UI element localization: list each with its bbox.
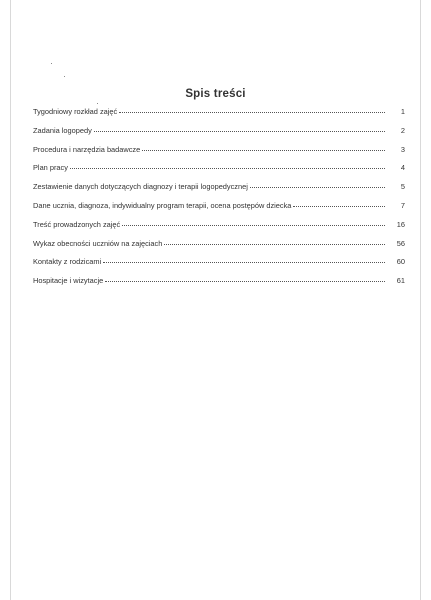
toc-entry-label: Plan pracy [33,163,68,173]
toc-entry-page: 5 [400,182,405,192]
toc-entry-label: Zestawienie danych dotyczących diagnozy i terapii logopedycznej [33,182,248,192]
toc-dot-leader [105,281,385,282]
toc-entry [33,276,405,295]
toc-entry [33,239,405,258]
toc-entry [33,182,405,201]
toc-entry-page: 4 [400,163,405,173]
scan-speck [97,103,98,104]
page-title: Spis treści [185,88,246,100]
toc-entry-page: 56 [396,238,405,248]
toc-entry [33,126,405,145]
toc-dot-leader [164,244,385,245]
toc-dot-leader [119,112,385,113]
toc-entry-page: 3 [400,144,405,154]
table-of-contents [33,107,405,295]
toc-entry-label: Procedura i narzędzia badawcze [33,144,141,154]
toc-entry-label: Dane ucznia, diagnoza, indywidualny program terapii, ocena postępów dziecka [33,200,292,210]
toc-dot-leader [70,168,385,169]
toc-entry-label: Treść prowadzonych zajęć [33,219,121,229]
toc-entry-label: Hospitacje i wizytacje [33,276,104,286]
toc-entry-page: 2 [400,125,405,135]
toc-dot-leader [94,131,385,132]
toc-dot-leader [250,187,385,188]
toc-entry-label: Wykaz obecności uczniów na zajęciach [33,238,163,248]
toc-entry [33,257,405,276]
toc-entry-page: 16 [396,219,405,229]
scan-speck [64,76,65,77]
toc-entry [33,201,405,220]
toc-dot-leader [122,225,385,226]
toc-entry-page: 7 [400,200,405,210]
toc-entry [33,220,405,239]
toc-entry [33,107,405,126]
toc-entry-page: 60 [396,257,405,267]
scan-speck [51,63,52,64]
toc-entry-page: 1 [400,107,405,116]
toc-entry-page: 61 [396,276,405,286]
toc-entry-label: Zadania logopedy [33,125,92,135]
toc-dot-leader [142,150,385,151]
toc-dot-leader [103,262,385,263]
toc-dot-leader [293,206,385,207]
toc-entry-label: Tygodniowy rozkład zajęć [33,107,118,116]
toc-entry [33,145,405,164]
toc-entry [33,163,405,182]
toc-entry-label: Kontakty z rodzicami [33,257,102,267]
